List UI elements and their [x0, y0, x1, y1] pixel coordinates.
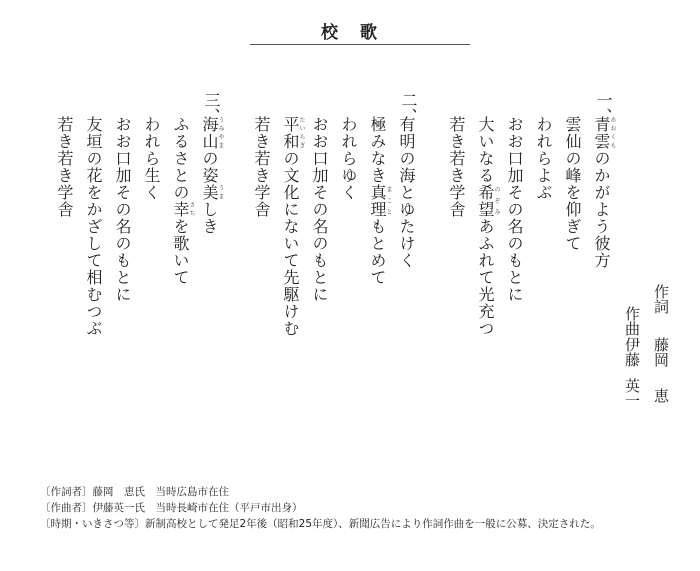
- ruby-base: 平和: [281, 116, 300, 150]
- ruby-reading: うま: [217, 184, 224, 201]
- ruby-reading: うみやま: [217, 116, 224, 150]
- lyric-line: [534, 116, 552, 201]
- lyric-text: われらゆく: [339, 116, 358, 201]
- lyric-line: [563, 116, 581, 252]
- lyric-text: あふれて光充つ: [476, 218, 495, 337]
- ruby-reading: のぞみ: [493, 184, 500, 218]
- lyric-text: 若き若き学舎: [447, 116, 466, 218]
- lyric-line: [55, 116, 73, 218]
- ruby-base: 真理: [368, 184, 387, 218]
- lyric-text: 友垣の花をかざして相むつぶ: [84, 116, 103, 337]
- lyric-text: しき: [200, 201, 219, 235]
- lyric-line: [447, 116, 465, 218]
- page-title: 校歌: [321, 23, 399, 43]
- lyric-line: [252, 116, 270, 218]
- lyric-line: [171, 116, 195, 286]
- ruby-reading: まこと: [385, 184, 392, 218]
- lyric-text: 大いなる: [476, 116, 495, 184]
- ruby-word: [171, 201, 195, 218]
- lyricist-label: 作詞: [652, 284, 670, 314]
- lyric-line: [397, 116, 415, 269]
- lyric-line: [84, 116, 102, 337]
- lyric-line: [592, 116, 616, 269]
- composer-surname: 伊藤: [623, 337, 641, 367]
- ruby-word: [200, 116, 224, 150]
- ruby-word: [368, 184, 392, 218]
- lyric-text: 極みなき: [368, 116, 387, 184]
- verse-number: 二、: [399, 92, 418, 124]
- lyric-line: [310, 116, 328, 303]
- ruby-base: 海山: [200, 116, 219, 150]
- lyric-text: 有明の海とゆたけく: [397, 116, 416, 269]
- note-history: 〔時期・いきさつ等〕新制高校として発足2年後（昭和25年度）、新聞広告により作詞作曲を一般に公募、決定された。: [40, 518, 601, 530]
- lyric-text: おお口加その名のもとに: [505, 116, 524, 303]
- composer-label: 作曲: [623, 306, 641, 336]
- ruby-base: 青雲: [592, 116, 611, 150]
- lyricist-given-name: 恵: [652, 388, 670, 403]
- lyric-text: われらよぶ: [534, 116, 553, 201]
- lyric-line: [339, 116, 357, 201]
- lyric-text: 雲仙の峰を仰ぎて: [563, 116, 582, 252]
- lyric-line: [505, 116, 523, 303]
- lyric-text: のかがよう彼方: [592, 150, 611, 269]
- ruby-base: 美: [200, 184, 219, 201]
- lyric-text: われら生く: [142, 116, 161, 201]
- ruby-word: [281, 116, 305, 150]
- composer-given-name: 英一: [623, 378, 641, 408]
- ruby-reading: たいらぎ: [298, 116, 305, 150]
- ruby-base: 希望: [476, 184, 495, 218]
- lyric-text: を歌いて: [171, 218, 190, 286]
- lyric-text: の文化にないて先駆けむ: [281, 150, 300, 337]
- ruby-word: [476, 184, 500, 218]
- lyric-text: 若き若き学舎: [252, 116, 271, 218]
- lyric-line: [476, 116, 500, 337]
- lyric-line: [113, 116, 131, 303]
- note-composer: 〔作曲者〕伊藤英一氏 当時長崎市在住（平戸市出身）: [40, 502, 303, 514]
- lyric-text: おお口加その名のもとに: [310, 116, 329, 303]
- lyric-text: 若き若き学舎: [55, 116, 74, 218]
- lyric-text: ふるさとの: [171, 116, 190, 201]
- ruby-reading: さち: [188, 201, 195, 218]
- verse-number: 一、: [594, 92, 613, 124]
- ruby-base: 幸: [171, 201, 190, 218]
- verse-number: 三、: [202, 92, 221, 124]
- note-lyricist: 〔作詞者〕藤岡 恵氏 当時広島市在住: [40, 486, 229, 498]
- title-underline: [250, 44, 470, 45]
- lyric-text: おお口加その名のもとに: [113, 116, 132, 303]
- ruby-word: [200, 184, 224, 201]
- lyric-line: [200, 116, 224, 235]
- lyricist-surname: 藤岡: [652, 337, 670, 367]
- lyric-line: [142, 116, 160, 201]
- ruby-reading: あおくも: [609, 116, 616, 150]
- lyric-line: [281, 116, 305, 337]
- lyric-text: の姿: [200, 150, 219, 184]
- lyric-text: もとめて: [368, 218, 387, 286]
- ruby-word: [592, 116, 616, 150]
- lyric-line: [368, 116, 392, 286]
